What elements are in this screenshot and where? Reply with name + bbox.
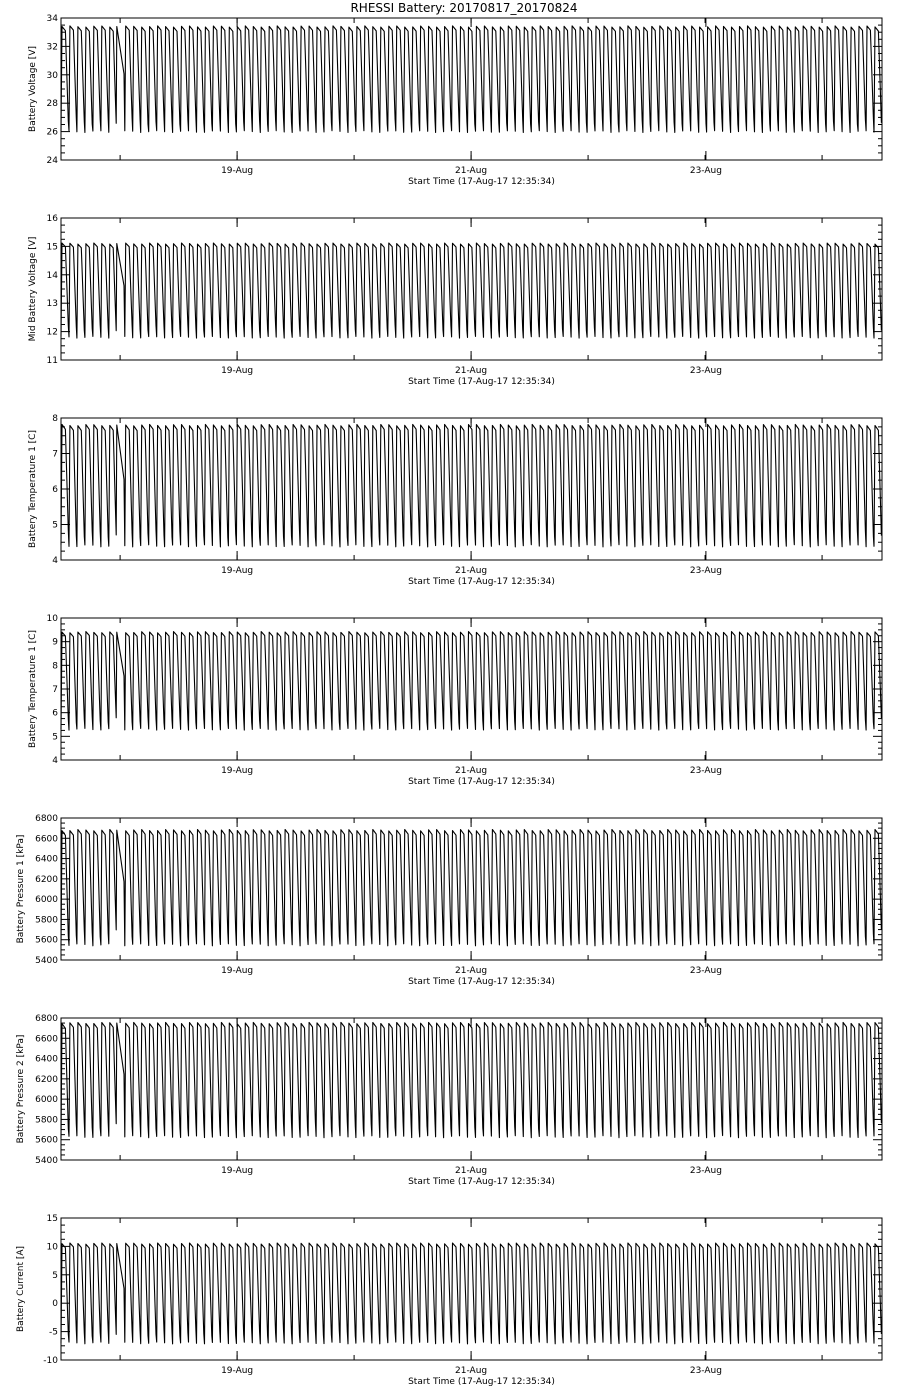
x-axis-label: Start Time (17-Aug-17 12:35:34) <box>408 377 555 387</box>
panel-4 <box>28 614 882 787</box>
series-line <box>61 1022 881 1137</box>
y-tick-label: 6 <box>52 708 58 719</box>
y-tick-label: 0 <box>52 1299 58 1310</box>
y-tick-label: 6600 <box>35 1034 58 1045</box>
x-tick-label: 19-Aug <box>221 1166 254 1176</box>
x-tick-label: 19-Aug <box>221 566 254 576</box>
y-axis-label: Battery Pressure 2 [kPa] <box>16 1034 26 1144</box>
panels <box>16 14 882 1387</box>
x-axis-label: Start Time (17-Aug-17 12:35:34) <box>408 977 555 987</box>
series-line <box>61 26 881 133</box>
y-tick-label: 8 <box>52 661 58 672</box>
y-axis-label: Battery Voltage [V] <box>28 46 38 132</box>
x-tick-label: 19-Aug <box>221 966 254 976</box>
y-tick-label: 28 <box>46 99 58 110</box>
y-tick-label: 6000 <box>35 895 58 906</box>
series-line <box>61 632 881 731</box>
y-tick-label: 6400 <box>35 854 58 865</box>
x-tick-label: 21-Aug <box>455 966 488 976</box>
x-axis-label: Start Time (17-Aug-17 12:35:34) <box>408 1377 555 1387</box>
y-tick-label: 15 <box>46 1214 58 1224</box>
x-tick-label: 23-Aug <box>689 1166 722 1176</box>
y-axis-label: Battery Pressure 1 [kPa] <box>16 834 26 944</box>
y-tick-label: 14 <box>46 270 58 281</box>
y-tick-label: 16 <box>46 214 58 224</box>
x-axis-label: Start Time (17-Aug-17 12:35:34) <box>408 177 555 187</box>
y-tick-label: 32 <box>46 42 58 53</box>
y-axis-label: Battery Temperature 1 [C] <box>28 630 38 748</box>
y-tick-label: 15 <box>46 242 58 253</box>
x-tick-label: 23-Aug <box>689 166 722 176</box>
y-tick-label: 6600 <box>35 834 58 845</box>
y-axis-label: Mid Battery Voltage [V] <box>28 236 38 342</box>
y-tick-label: 6000 <box>35 1095 58 1106</box>
series-line <box>61 243 881 338</box>
y-axis-label: Battery Temperature 1 [C] <box>28 430 38 548</box>
x-tick-label: 19-Aug <box>221 1366 254 1376</box>
y-tick-label: 5 <box>52 732 58 743</box>
y-tick-label: 10 <box>46 1242 58 1253</box>
panel-7 <box>16 1214 882 1387</box>
y-tick-label: 24 <box>46 156 58 166</box>
y-tick-label: 5400 <box>35 1156 58 1166</box>
y-tick-label: 8 <box>52 414 58 424</box>
y-tick-label: 6200 <box>35 874 58 885</box>
panel-6 <box>16 1014 882 1187</box>
x-tick-label: 21-Aug <box>455 1366 488 1376</box>
x-tick-label: 19-Aug <box>221 166 254 176</box>
y-tick-label: 5600 <box>35 935 58 946</box>
x-tick-label: 23-Aug <box>689 566 722 576</box>
panel-2 <box>28 214 882 387</box>
series-line <box>61 830 881 946</box>
y-tick-label: 4 <box>52 756 58 766</box>
x-tick-label: 21-Aug <box>455 1166 488 1176</box>
y-tick-label: 9 <box>52 637 58 648</box>
y-tick-label: 12 <box>46 327 58 338</box>
y-tick-label: 34 <box>46 14 58 24</box>
series-line <box>61 424 881 547</box>
plot-frame <box>61 218 882 360</box>
y-tick-label: 6 <box>52 485 58 495</box>
y-tick-label: 6800 <box>35 1014 58 1024</box>
x-tick-label: 21-Aug <box>455 366 488 376</box>
y-tick-label: 7 <box>52 685 58 695</box>
panel-5 <box>16 814 882 987</box>
y-tick-label: 6800 <box>35 814 58 824</box>
y-tick-label: 11 <box>46 356 58 366</box>
y-tick-label: 5800 <box>35 915 58 926</box>
figure-title: RHESSI Battery: 20170817_20170824 <box>350 1 578 15</box>
x-tick-label: 23-Aug <box>689 966 722 976</box>
x-tick-label: 19-Aug <box>221 366 254 376</box>
x-tick-label: 19-Aug <box>221 766 254 776</box>
y-axis-label: Battery Current [A] <box>16 1245 26 1333</box>
x-axis-label: Start Time (17-Aug-17 12:35:34) <box>408 1177 555 1187</box>
y-tick-label: -5 <box>49 1327 58 1338</box>
y-tick-label: 13 <box>46 299 58 310</box>
y-tick-label: 26 <box>46 127 58 138</box>
y-tick-label: 7 <box>52 449 58 460</box>
panel-3 <box>28 414 882 587</box>
y-tick-label: -10 <box>43 1356 58 1366</box>
x-tick-label: 23-Aug <box>689 366 722 376</box>
x-axis-label: Start Time (17-Aug-17 12:35:34) <box>408 577 555 587</box>
y-tick-label: 5800 <box>35 1115 58 1126</box>
y-tick-label: 5 <box>52 1270 58 1281</box>
x-axis-label: Start Time (17-Aug-17 12:35:34) <box>408 777 555 787</box>
x-tick-label: 21-Aug <box>455 566 488 576</box>
x-tick-label: 23-Aug <box>689 766 722 776</box>
y-tick-label: 30 <box>46 70 58 81</box>
x-tick-label: 21-Aug <box>455 166 488 176</box>
y-tick-label: 10 <box>46 614 58 624</box>
y-tick-label: 6400 <box>35 1054 58 1065</box>
panel-1 <box>28 14 882 187</box>
y-tick-label: 5400 <box>35 956 58 966</box>
plot-frame <box>61 1218 882 1360</box>
y-tick-label: 5 <box>52 520 58 531</box>
y-tick-label: 5600 <box>35 1135 58 1146</box>
x-tick-label: 23-Aug <box>689 1366 722 1376</box>
y-tick-label: 6200 <box>35 1074 58 1085</box>
x-tick-label: 21-Aug <box>455 766 488 776</box>
y-tick-label: 4 <box>52 556 58 566</box>
series-line <box>61 1243 881 1344</box>
